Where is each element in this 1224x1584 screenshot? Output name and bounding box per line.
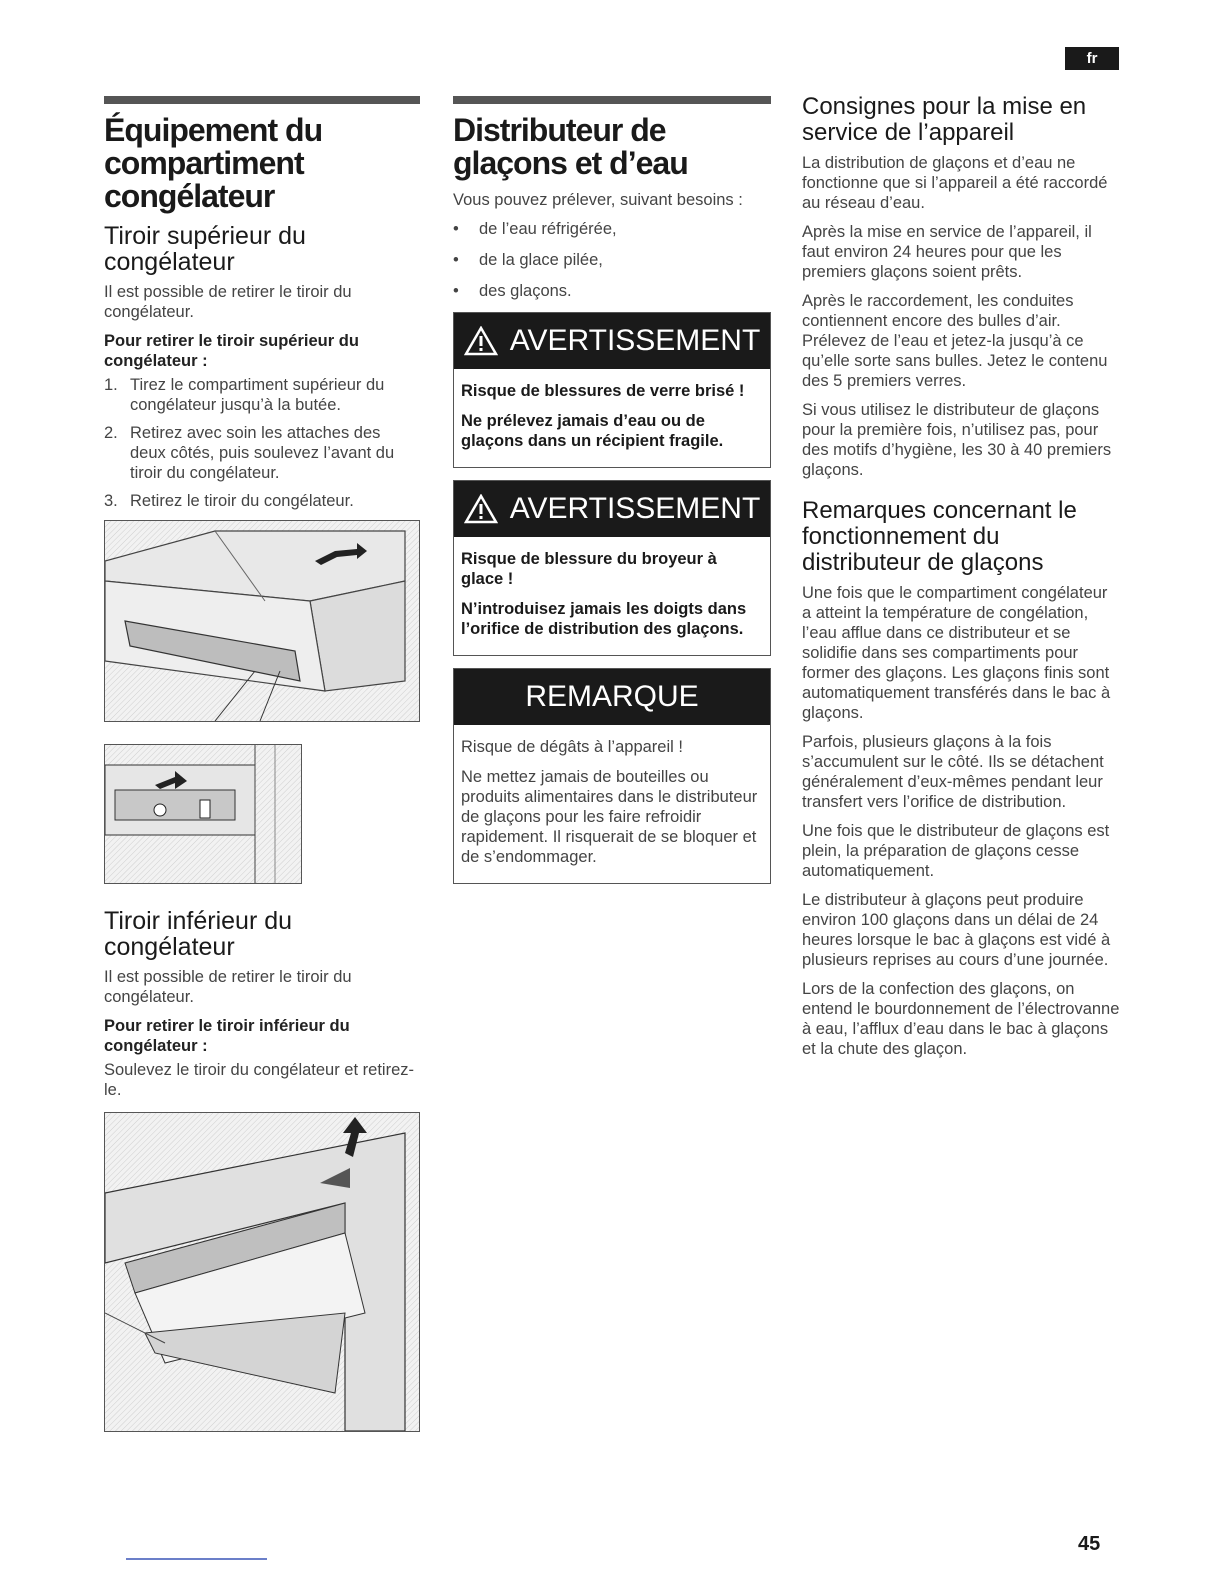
column-notes	[802, 94, 1120, 1068]
paragraph: La distribution de glaçons et d’eau ne fonctionne que si l’appareil a été raccordé au réseau d’eau.	[802, 154, 1108, 212]
warning-box-glass	[453, 312, 771, 468]
dispenser-intro: Vous pouvez prélever, suivant besoins :	[453, 191, 743, 209]
upper-drawer-heading: Tiroir supérieur du congélateur	[104, 222, 306, 276]
warning-header	[454, 481, 770, 537]
language-badge: fr	[1065, 47, 1119, 70]
dispenser-options	[453, 219, 771, 301]
section-rule	[453, 96, 771, 104]
operation-notes-heading: Remarques concernant le fonctionnement du distributeur de glaçons	[802, 497, 1077, 576]
warning-risk: Risque de blessures de verre brisé !	[461, 382, 745, 400]
paragraph: Après la mise en service de l’appareil, il faut environ 24 heures pour que les premiers glaçons soient prêts.	[802, 223, 1092, 281]
warning-risk: Risque de blessure du broyeur à glace !	[461, 550, 717, 588]
upper-drawer-intro: Il est possible de retirer le tiroir du congélateur.	[104, 283, 352, 321]
paragraph: Une fois que le distributeur de glaçons est plein, la préparation de glaçons cesse automatiquement.	[802, 822, 1110, 880]
lower-drawer-instruction: Soulevez le tiroir du congélateur et retirez-le.	[104, 1061, 414, 1099]
paragraph: Une fois que le compartiment congélateur a atteint la température de congélation, l’eau afflue dans ce distributeur et se solidifie dans ses compartiments pour former des glaçons. Les glaçons finis sont automatiquement transférés dans le bac à glaçons.	[802, 584, 1111, 722]
column-freezer-equipment	[104, 96, 420, 1432]
note-risk: Risque de dégâts à l’appareil !	[461, 738, 683, 756]
commissioning-heading: Consignes pour la mise en service de l’appareil	[802, 93, 1087, 146]
warning-instruction: N’introduisez jamais les doigts dans l’orifice de distribution des glaçons.	[461, 600, 747, 638]
warning-label: AVERTISSEMENT	[509, 492, 761, 525]
lower-drawer-intro: Il est possible de retirer le tiroir du congélateur.	[104, 968, 352, 1006]
warning-instruction: Ne prélevez jamais d’eau ou de glaçons dans un récipient fragile.	[461, 412, 724, 450]
upper-drawer-illustration	[104, 520, 420, 722]
warning-header	[454, 313, 770, 369]
step-item: 2. Retirez avec soin les attaches des deux côtés, puis soulevez l’avant du tiroir du congélateur.	[104, 424, 395, 482]
warning-triangle-icon	[464, 326, 498, 356]
page-number: 45	[1078, 1533, 1101, 1555]
warning-label: AVERTISSEMENT	[509, 324, 761, 357]
paragraph: Lors de la confection des glaçons, on entend le bourdonnement de l’électrovanne à eau, l’afflux d’eau dans le bac à glaçons et la chute des glaçon.	[802, 980, 1120, 1058]
section-rule	[104, 96, 420, 104]
column-ice-water-dispenser	[453, 96, 771, 896]
dispenser-title: Distributeur de glaçons et d’eau	[453, 112, 688, 181]
paragraph: Le distributeur à glaçons peut produire environ 100 glaçons dans un délai de 24 heures lorsque le bac à glaçons est vidé à plusieurs reprises au cours d’une journée.	[802, 891, 1111, 969]
lower-drawer-steps-title: Pour retirer le tiroir inférieur du congélateur :	[104, 1017, 350, 1055]
paragraph: Si vous utilisez le distributeur de glaçons pour la première fois, n’utilisez pas, pour des motifs d’hygiène, les 30 à 40 premiers glaçons.	[802, 401, 1112, 479]
footer-line	[126, 1558, 267, 1560]
upper-drawer-steps-title: Pour retirer le tiroir supérieur du congélateur :	[104, 332, 359, 370]
upper-drawer-steps	[104, 375, 420, 511]
list-item: • de l’eau réfrigérée,	[453, 220, 617, 238]
step-item: 1. Tirez le compartiment supérieur du congélateur jusqu’à la butée.	[104, 376, 385, 414]
list-item: • des glaçons.	[453, 282, 572, 300]
warning-triangle-icon	[464, 494, 498, 524]
drawer-detail-illustration	[104, 744, 302, 884]
step-item: 3. Retirez le tiroir du congélateur.	[104, 492, 354, 510]
note-box	[453, 668, 771, 884]
warning-box-crusher	[453, 480, 771, 656]
list-item: • de la glace pilée,	[453, 251, 603, 269]
note-label: REMARQUE	[525, 680, 699, 713]
note-header	[454, 669, 770, 725]
paragraph: Après le raccordement, les conduites contiennent encore des bulles d’air. Prélevez de l’eau et jetez-la jusqu’à ce qu’elle sorte sans bulles. Jetez le contenu des 5 premiers verres.	[802, 292, 1108, 390]
note-instruction: Ne mettez jamais de bouteilles ou produits alimentaires dans le distributeur de glaçons pour les faire refroidir rapidement. Il risquerait de se bloquer et de s’endommager.	[461, 768, 758, 866]
lower-drawer-illustration	[104, 1112, 420, 1432]
lower-drawer-heading: Tiroir inférieur du congélateur	[104, 907, 293, 961]
paragraph: Parfois, plusieurs glaçons à la fois s’accumulent sur le côté. Ils se détachent généralement d’eux-mêmes pendant leur transfert vers l’orifice de distribution.	[802, 733, 1104, 811]
freezer-equipment-title: Équipement du compartiment congélateur	[104, 112, 323, 214]
